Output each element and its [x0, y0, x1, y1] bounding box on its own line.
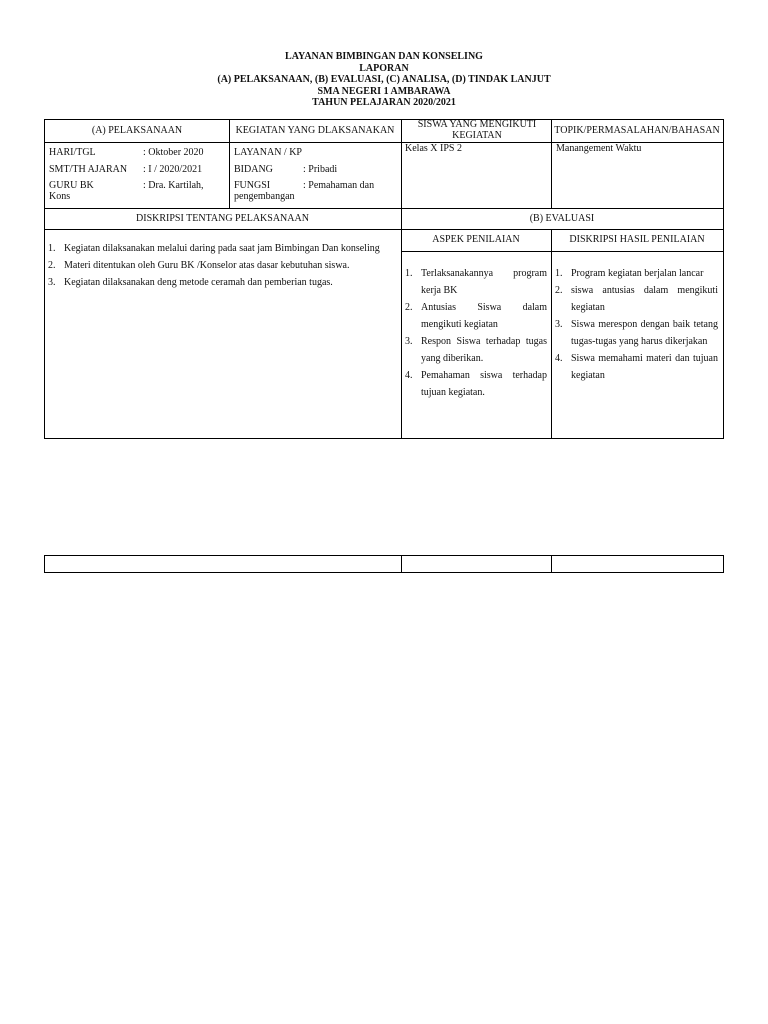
list-item [405, 299, 547, 333]
list-item-text: Kegiatan dilaksanakan deng metode ceramah dan pemberian tugas. [64, 277, 333, 288]
list-item [555, 282, 718, 316]
fungsi-value: : Pemahaman dan [303, 180, 375, 191]
list-item-number: 3. [555, 319, 563, 330]
header-line-5: TAHUN PELAJARAN 2020/2021 [312, 97, 456, 108]
col-header-topik: TOPIK/PERMASALAHAN/BAHASAN [554, 125, 720, 136]
list-item-number: 1. [405, 268, 413, 279]
col-header-kegiatan: KEGIATAN YANG DLAKSANAKAN [235, 125, 395, 136]
guru-value: : Dra. Kartilah, [143, 180, 204, 191]
fungsi-value-2: pengembangan [234, 191, 295, 202]
list-item-number: 1. [48, 243, 56, 254]
col-header-siswa: SISWA YANG MENGIKUTI KEGIATAN [417, 119, 537, 141]
list-item [405, 333, 547, 367]
hasil-list [555, 265, 718, 384]
list-item-number: 2. [405, 302, 413, 313]
list-item-number: 3. [405, 336, 413, 347]
smt-label: SMT/TH AJARAN [49, 164, 128, 175]
list-item [555, 350, 718, 384]
list-item-text: Program kegiatan berjalan lancar [571, 268, 704, 279]
guru-label: GURU BK [49, 180, 94, 191]
list-item-number: 1. [555, 268, 563, 279]
list-item-number: 4. [405, 370, 413, 381]
list-item-text: Respon Siswa terhadap tugas yang diberikan. [421, 336, 547, 364]
list-item-text: Siswa merespon dengan baik tetang tugas-tugas yang harus dikerjakan [571, 319, 718, 347]
guru-label-2: Kons [49, 191, 71, 202]
diskripsi-list [48, 240, 396, 291]
list-item-text: Siswa memahami materi dan tujuan kegiatan [571, 353, 718, 381]
list-item [555, 316, 718, 350]
list-item [405, 367, 547, 401]
evaluasi-header: (B) EVALUASI [529, 213, 595, 224]
hari-value: : Oktober 2020 [143, 147, 204, 158]
hari-label: HARI/TGL [49, 147, 96, 158]
fungsi-label: FUNGSI [234, 180, 271, 191]
list-item-text: Terlaksanakannya program kerja BK [421, 268, 547, 296]
list-item-text: Materi ditentukan oleh Guru BK /Konselor atas dasar kebutuhan siswa. [64, 260, 350, 271]
list-item [405, 265, 547, 299]
siswa-value: Kelas X IPS 2 [405, 143, 462, 154]
aspek-header: ASPEK PENILAIAN [432, 234, 520, 245]
list-item-number: 2. [48, 260, 56, 271]
header-line-4: SMA NEGERI 1 AMBARAWA [317, 85, 451, 97]
list-item [48, 240, 396, 257]
list-item [555, 265, 718, 282]
header-line-1: LAYANAN BIMBINGAN DAN KONSELING [285, 51, 483, 62]
bidang-value: : Pribadi [303, 164, 338, 175]
list-item-text: Antusias Siswa dalam mengikuti kegiatan [421, 302, 547, 330]
diskripsi-header: DISKRIPSI TENTANG PELAKSANAAN [136, 213, 309, 224]
list-item-number: 2. [555, 285, 563, 296]
header-line-2: LAPORAN [359, 62, 409, 74]
list-item-number: 4. [555, 353, 563, 364]
bidang-label: BIDANG [234, 164, 273, 175]
list-item-text: Pemahaman siswa terhadap tujuan kegiatan. [421, 370, 547, 398]
list-item-number: 3. [48, 277, 56, 288]
aspek-list [405, 265, 547, 401]
list-item-text: Kegiatan dilaksanakan melalui daring pada saat jam Bimbingan Dan konseling [64, 243, 380, 254]
col-header-pelaksanaan: (A) PELAKSANAAN [91, 125, 183, 136]
header-line-3: (A) PELAKSANAAN, (B) EVALUASI, (C) ANALISA, (D) TINDAK LANJUT [217, 74, 551, 85]
list-item [48, 257, 396, 274]
smt-value: : I / 2020/2021 [143, 164, 203, 175]
topik-value: Manangement Waktu [556, 143, 642, 154]
list-item-text: siswa antusias dalam mengikuti kegiatan [571, 285, 718, 313]
hasil-header: DISKRIPSI HASIL PENILAIAN [569, 234, 705, 245]
list-item [48, 274, 396, 291]
layanan-text: LAYANAN / KP [234, 147, 302, 158]
